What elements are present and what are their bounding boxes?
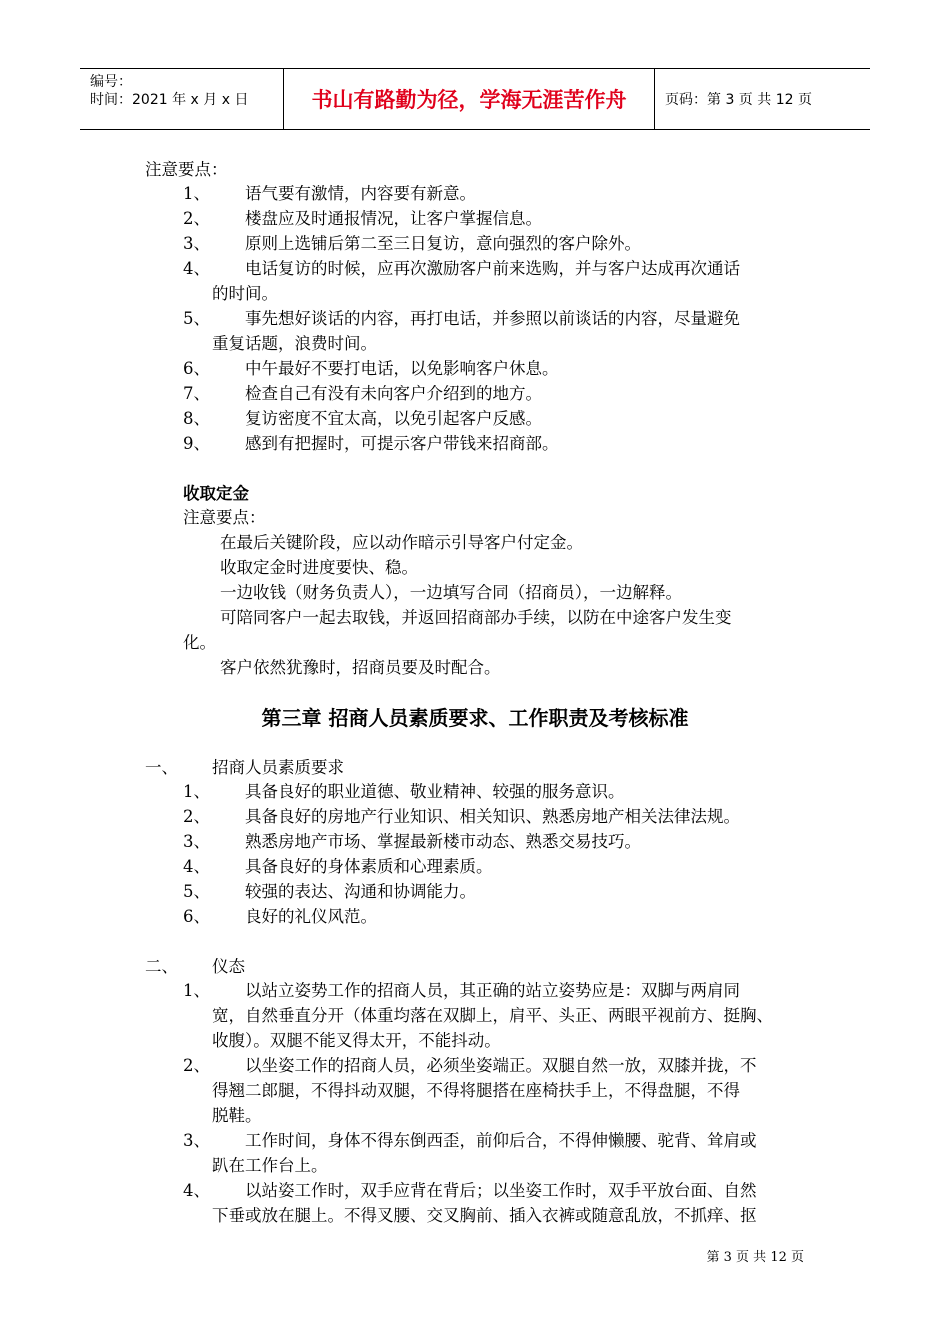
list-item-number: 7、 — [183, 384, 210, 403]
section-heading: 收取定金 — [183, 484, 249, 503]
list-item-text: 语气要有激情，内容要有新意。 — [245, 184, 476, 203]
part-number: 二、 — [145, 957, 178, 976]
list-item-text: 良好的礼仪风范。 — [245, 907, 377, 926]
paragraph-line: 客户依然犹豫时，招商员要及时配合。 — [220, 658, 501, 677]
list-item-number: 1、 — [183, 184, 210, 203]
list-item-text: 感到有把握时，可提示客户带钱来招商部。 — [245, 434, 559, 453]
paragraph-line: 化。 — [183, 633, 216, 652]
list-item-number: 9、 — [183, 434, 210, 453]
notes-heading: 注意要点： — [183, 508, 266, 527]
list-item-text: 较强的表达、沟通和协调能力。 — [245, 882, 476, 901]
list-item-number: 8、 — [183, 409, 210, 428]
list-item-number: 3、 — [183, 832, 210, 851]
document-date-label: 时间：2021 年 x 月 x 日 — [90, 92, 249, 108]
list-item-text: 具备良好的身体素质和心理素质。 — [245, 857, 493, 876]
list-item-text: 下垂或放在腿上。不得叉腰、交叉胸前、插入衣裤或随意乱放，不抓痒、抠 — [212, 1206, 757, 1225]
header-table — [80, 68, 870, 130]
list-item-text: 的时间。 — [212, 284, 278, 303]
header-left-cell — [80, 69, 283, 129]
list-item-text: 以站立姿势工作的招商人员，其正确的站立姿势应是：双脚与两肩同 — [245, 981, 740, 1000]
list-item-text: 楼盘应及时通报情况，让客户掌握信息。 — [245, 209, 542, 228]
list-item-number: 5、 — [183, 309, 210, 328]
header-motto: 书山有路勤为径，学海无涯苦作舟 — [283, 69, 655, 129]
list-item-text: 检查自己有没有未向客户介绍到的地方。 — [245, 384, 542, 403]
list-item-number: 3、 — [183, 234, 210, 253]
list-item-number: 5、 — [183, 882, 210, 901]
list-item-text: 得翘二郎腿，不得抖动双腿，不得将腿搭在座椅扶手上，不得盘腿，不得 — [212, 1081, 740, 1100]
list-item-text: 脱鞋。 — [212, 1106, 262, 1125]
part-heading: 仪态 — [212, 957, 245, 976]
notes-heading: 注意要点： — [145, 160, 228, 179]
chapter-title: 第三章 招商人员素质要求、工作职责及考核标准 — [261, 706, 689, 730]
list-item-number: 1、 — [183, 782, 210, 801]
paragraph-line: 可陪同客户一起去取钱，并返回招商部办手续，以防在中途客户发生变 — [220, 608, 732, 627]
list-item-number: 6、 — [183, 907, 210, 926]
list-item-number: 2、 — [183, 807, 210, 826]
document-number-label: 编号： — [90, 74, 132, 90]
list-item-number: 6、 — [183, 359, 210, 378]
list-item-number: 4、 — [183, 1181, 210, 1200]
list-item-text: 中午最好不要打电话，以免影响客户休息。 — [245, 359, 559, 378]
list-item-text: 熟悉房地产市场、掌握最新楼市动态、熟悉交易技巧。 — [245, 832, 641, 851]
list-item-text: 收腹）。双腿不能叉得太开，不能抖动。 — [212, 1031, 501, 1050]
list-item-number: 2、 — [183, 1056, 210, 1075]
list-item-text: 以站姿工作时，双手应背在背后；以坐姿工作时，双手平放台面、自然 — [245, 1181, 757, 1200]
paragraph-line: 在最后关键阶段，应以动作暗示引导客户付定金。 — [220, 533, 583, 552]
paragraph-line: 一边收钱（财务负责人），一边填写合同（招商员），一边解释。 — [220, 583, 682, 602]
list-item-number: 4、 — [183, 259, 210, 278]
paragraph-line: 收取定金时进度要快、稳。 — [220, 558, 418, 577]
header-page-code: 页码：第 3 页 共 12 页 — [665, 92, 812, 108]
list-item-number: 4、 — [183, 857, 210, 876]
list-item-text: 重复话题，浪费时间。 — [212, 334, 377, 353]
list-item-text: 电话复访的时候，应再次激励客户前来选购，并与客户达成再次通话 — [245, 259, 740, 278]
list-item-text: 原则上选铺后第二至三日复访，意向强烈的客户除外。 — [245, 234, 641, 253]
list-item-number: 1、 — [183, 981, 210, 1000]
list-item-text: 工作时间，身体不得东倒西歪，前仰后合，不得伸懒腰、驼背、耸肩或 — [245, 1131, 757, 1150]
list-item-number: 2、 — [183, 209, 210, 228]
part-heading: 招商人员素质要求 — [212, 758, 344, 777]
list-item-text: 具备良好的房地产行业知识、相关知识、熟悉房地产相关法律法规。 — [245, 807, 740, 826]
list-item-text: 复访密度不宜太高，以免引起客户反感。 — [245, 409, 542, 428]
list-item-text: 趴在工作台上。 — [212, 1156, 328, 1175]
part-number: 一、 — [145, 758, 178, 777]
page-footer: 第 3 页 共 12 页 — [706, 1250, 804, 1265]
list-item-text: 以坐姿工作的招商人员，必须坐姿端正。双腿自然一放，双膝并拢，不 — [245, 1056, 757, 1075]
list-item-text: 宽，自然垂直分开（体重均落在双脚上，肩平、头正、两眼平视前方、挺胸、 — [212, 1006, 773, 1025]
list-item-text: 事先想好谈话的内容，再打电话，并参照以前谈话的内容，尽量避免 — [245, 309, 740, 328]
list-item-text: 具备良好的职业道德、敬业精神、较强的服务意识。 — [245, 782, 625, 801]
list-item-number: 3、 — [183, 1131, 210, 1150]
